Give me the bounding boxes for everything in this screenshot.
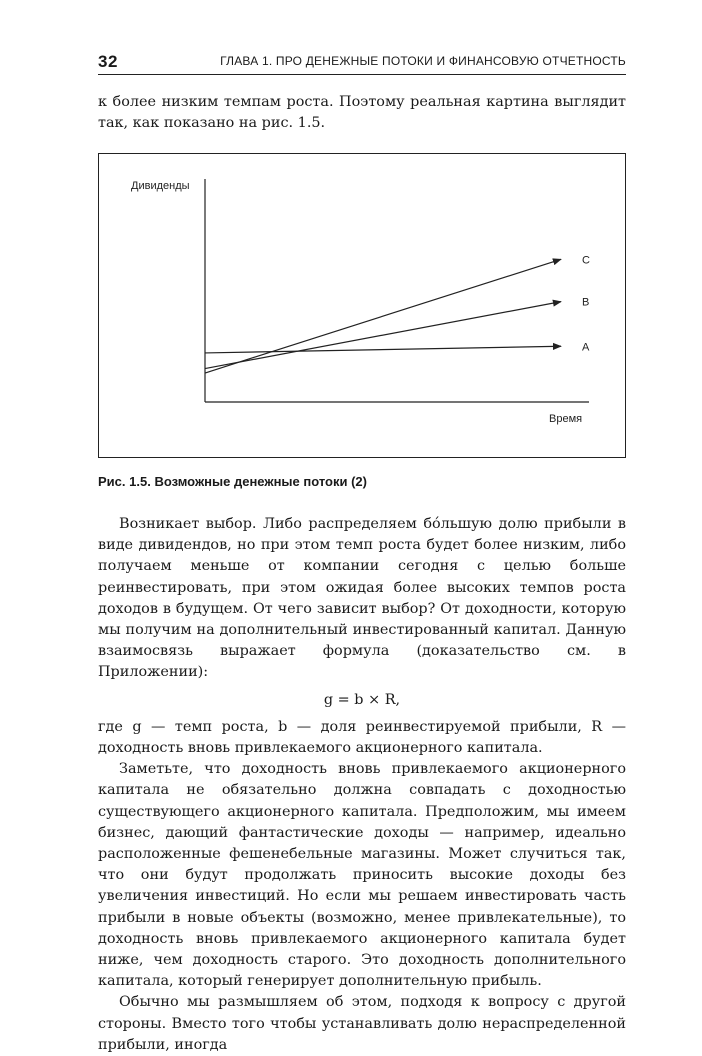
series-label-c: C: [582, 254, 590, 267]
caption-number: Рис. 1.5.: [98, 474, 151, 489]
y-axis-label: Дивиденды: [131, 180, 190, 192]
x-axis-label: Время: [549, 413, 583, 425]
series-line-a: [205, 346, 561, 353]
dividends-chart: [99, 154, 625, 457]
series-label-a: A: [582, 341, 590, 354]
figure-caption: [98, 474, 367, 489]
series-label-b: B: [582, 296, 590, 309]
page-header: [98, 50, 626, 75]
paragraph-3: Заметьте, что доходность вновь привлекаемого акционерного капитала не обязательно должна совпадать с доходностью существующего акционерного капитала. Предположим, мы имеем бизнес, дающий фантастические доходы — например, идеально расположенные фешенебельные магазины. Может случиться так, что они будут продолжать приносить высокие доходы без увеличения инвестиций. Но если мы решаем инвестировать часть прибыли в новые объекты (возможно, менее привлекательные), то доходность вновь привлекаемого акционерного капитала будет ниже, чем доходность старого. Это доходность дополнительного капитала, который генерирует дополнительную прибыль.: [98, 761, 626, 990]
caption-title: Возможные денежные потоки (2): [154, 474, 367, 489]
intro-text: [98, 92, 626, 134]
running-head: ГЛАВА 1. ПРО ДЕНЕЖНЫЕ ПОТОКИ И ФИНАНСОВУЮ ОТЧЕТНОСТЬ: [220, 54, 626, 68]
body-text: [98, 514, 626, 1056]
series-layer: [205, 254, 590, 373]
series-line-c: [205, 259, 561, 373]
paragraph-2: где g — темп роста, b — доля реинвестируемой прибыли, R — доходность вновь привлекаемого акционерного капитала.: [98, 718, 626, 757]
page-number: 32: [98, 52, 118, 71]
series-line-b: [205, 302, 561, 369]
paragraph-4: Обычно мы размышляем об этом, подходя к вопросу с другой стороны. Вместо того чтобы устанавливать долю нераспределенной прибыли, иногда: [98, 994, 626, 1053]
figure-1-5: [98, 153, 626, 458]
paragraph-1: Возникает выбор. Либо распределяем бóльшую долю прибыли в виде дивидендов, но при этом темп роста будет более низким, либо получаем меньше от компании сегодня с целью больше реинвестировать, при этом ожидая более высоких темпов роста доходов в будущем. От чего зависит выбор? От доходности, которую мы получим на дополнительный инвестированный капитал. Данную взаимосвязь выражает формула (доказательство см. в Приложении):: [98, 516, 626, 681]
formula: g = b × R,: [323, 691, 401, 708]
intro-paragraph: к более низким темпам роста. Поэтому реальная картина выглядит так, как показано на рис. 1.5.: [98, 94, 626, 132]
